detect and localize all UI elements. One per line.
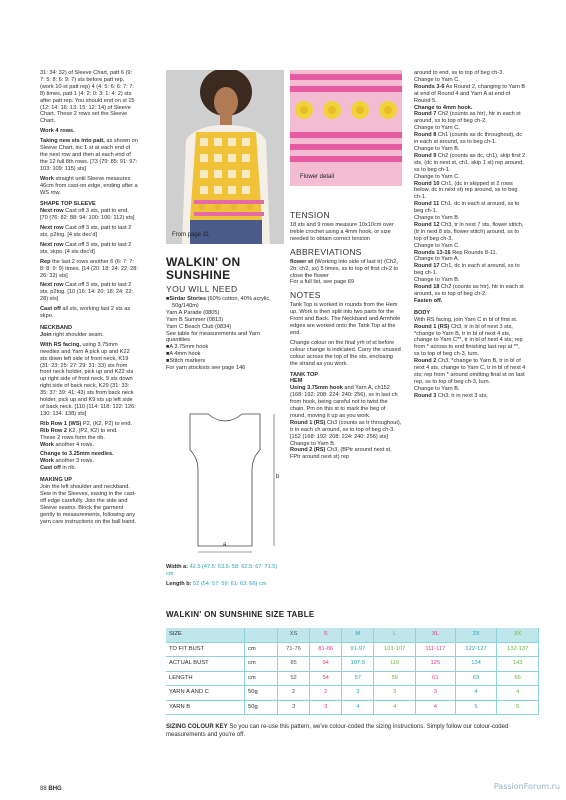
- size-table-header: [166, 628, 539, 642]
- pattern-title-line-2: SUNSHINE: [166, 268, 231, 282]
- tension-heading: TENSION: [290, 210, 330, 220]
- size-table-cell: 125: [416, 657, 456, 672]
- size-table-cell: 4: [455, 686, 497, 701]
- b-5: Round 3 Ch3, tr in next 3 sts,: [414, 392, 488, 399]
- size-table-cell: 57: [342, 671, 374, 686]
- r-9: Round 9 Ch2 (counts as dc, ch1), skip first 2 sts, (dc in next st, ch1, skip 1 st) rep around, ss to beg ch-1.: [414, 152, 526, 173]
- rib-4: Work another 4 rows.: [40, 441, 95, 448]
- size-table-cell: 91-97: [342, 642, 374, 657]
- neckband-heading: NECKBAND: [40, 325, 73, 331]
- size-table-cell: 3: [278, 700, 310, 715]
- change-3: Cast off in rib.: [40, 465, 77, 472]
- size-table-cell: 5: [497, 700, 539, 715]
- measurements: [166, 564, 284, 588]
- r-11: Round 10 Ch1, (dc in skipped st 2 rows below, dc in next st) rep around, ss to beg ch-1.: [414, 180, 518, 201]
- you-will-need-heading: YOU WILL NEED: [166, 284, 238, 294]
- watermark: PassionForum.ru: [493, 782, 560, 791]
- r-15: Change to Yarn C.: [414, 242, 460, 249]
- shape-row-5: Next row Cast off 3 sts, patt to last 2 sts, p2tog. [10 (16: 14: 20: 18: 24: 22: 28) sts]: [40, 282, 133, 303]
- making-up-heading: MAKING UP: [40, 477, 73, 484]
- sizing-colour-key: SIZING COLOUR KEY So you can re-use this pattern, we've colour-coded the sizing instructions. Simply follow our colour-coded measurements and you're off.: [166, 724, 509, 738]
- middle-column: [290, 206, 402, 464]
- model-photo: [166, 70, 284, 244]
- size-table-cell: 4: [416, 700, 456, 715]
- shape-row-4: Rep the last 2 rows another 6 (6: 7: 7: 8: 8: 9: 9) times. [14 (20: 18: 24: 22: 28: 26: 32) sts]: [40, 258, 138, 279]
- rib-2: Rib Row 2 K2, (P2, K2) to end.: [40, 427, 118, 434]
- size-table-row: [166, 642, 539, 657]
- size-table-cell: 94: [310, 657, 342, 672]
- size-table-cell: 50g: [245, 700, 278, 715]
- length-measure: Length b: 52 (54: 57: 59: 61: 63: 66) cm: [166, 580, 267, 587]
- yarn-b: Yarn B Summer (0813): [166, 316, 224, 323]
- size-table-cell: 3: [416, 686, 456, 701]
- rib-1: Rib Row 1 (WS) P2, (K2, P2) to end.: [40, 420, 133, 427]
- size-table-cell: 3: [342, 686, 374, 701]
- left-para-3: Taking new sts into patt, as shown on Sleeve Chart, inc 1 st at each end of the next row and then at each end of the 12 full 8th rows. [73 (79: 85: 91: 97: 103: 109: 115) sts]: [40, 138, 138, 172]
- left-column: [40, 70, 138, 528]
- change-1: Change to 3.25mm needles.: [40, 451, 114, 458]
- size-table-cell: 5: [455, 700, 497, 715]
- body-heading: BODY: [414, 309, 431, 316]
- size-table-cell: cm: [245, 657, 278, 672]
- size-table-title: WALKIN' ON SUNSHINE SIZE TABLE: [166, 610, 315, 619]
- r-2: Change to Yarn C.: [414, 76, 460, 83]
- size-table-cell: 54: [310, 671, 342, 686]
- size-table-row: [166, 671, 539, 686]
- size-table-cell: 4: [374, 700, 416, 715]
- b-1: With RS facing, join Yarn C in bl of first st.: [414, 316, 518, 323]
- size-table-cell: 3: [374, 686, 416, 701]
- size-table-row: [166, 657, 539, 672]
- size-table-cell: 3: [310, 700, 342, 715]
- size-table-cell: 116: [374, 657, 416, 672]
- size-table-cell: 132-137: [497, 642, 539, 657]
- hook-1: ■A 3.75mm hook: [166, 344, 209, 351]
- size-table-row: [166, 700, 539, 715]
- abbreviations-ref: For a full list, see page 69: [290, 279, 355, 286]
- diagram-label-a: a: [223, 542, 227, 548]
- size-table-cell: 111-117: [416, 642, 456, 657]
- size-table-header-cell: 3X: [497, 628, 539, 642]
- size-table-cell: cm: [245, 671, 278, 686]
- neck-1: Join right shoulder seam.: [40, 331, 104, 338]
- size-table-cell: TO FIT BUST: [166, 642, 245, 657]
- size-table-cell: 4: [342, 700, 374, 715]
- shape-row-6: Cast off all sts, working last 2 sts as skpo.: [40, 306, 131, 320]
- notes-text-1: Tank Top is worked in rounds from the Hem up. Work is then split into two parts for the Front and Back. The Neckband and Armhole edges are worked onto the Tank Top at the end.: [290, 302, 401, 336]
- size-table-cell: 107.5: [342, 657, 374, 672]
- size-table-cell: 81-86: [310, 642, 342, 657]
- size-table-cell: 143: [497, 657, 539, 672]
- model-illustration: [166, 70, 284, 244]
- size-table-cell: LENGTH: [166, 671, 245, 686]
- hem-heading: HEM: [290, 378, 303, 385]
- left-para-1: 31: 34: 32) of Sleeve Chart, patt 6 (9: 7: 5: 8: 6: 9: 7) sts before patt rep, (work 10-st patt rep) 4 (4: 5: 6: 6: 7: 7: 8) times, patt 1 (4: 2: 0: 3: 1: 4: 2) sts after patt rep. You should end on st 15 (12: 14: 16: 13: 15: 12: 14) of Sleeve Chart. These 2 rows set the Sleeve Chart.: [40, 70, 135, 125]
- photo-caption: From page 31: [172, 232, 210, 238]
- r-20: Round 18 Ch2 (counts as htr), htr in each st around, ss to top of beg ch-2.: [414, 284, 524, 297]
- r-3: Rounds 3-6 As Round 2, changing to Yarn B at end of Round 4 and Yarn A at end of Round 5.: [414, 83, 526, 104]
- size-table-header-cell: M: [342, 628, 374, 642]
- size-table-header-cell: SIZE: [166, 628, 245, 642]
- size-table-cell: YARN A AND C: [166, 686, 245, 701]
- shape-top-sleeve-heading: SHAPE TOP SLEEVE: [40, 201, 96, 208]
- size-table-cell: 134: [455, 657, 497, 672]
- size-table-cell: 2: [278, 686, 310, 701]
- round-1-change: Change to Yarn B.: [290, 440, 336, 447]
- flower-caption: Flower detail: [300, 174, 335, 180]
- size-table-cell: 50g: [245, 686, 278, 701]
- size-table-header-cell: S: [310, 628, 342, 642]
- notes-heading: NOTES: [290, 290, 321, 301]
- tension-text: 18 sts and 9 rows measure 10x10cm over treble crochet using a 4mm hook, or size needed to obtain correct tension: [290, 222, 394, 242]
- pattern-title-line-1: WALKIN' ON: [166, 255, 241, 269]
- size-table-cell: 4: [497, 686, 539, 701]
- change-2: Work another 3 rows.: [40, 458, 95, 465]
- hook-2: ■A 4mm hook: [166, 351, 201, 358]
- yarn-note: See table for measurements and Yarn quantities: [166, 330, 261, 344]
- abbreviations-text: flower st (Working into side of last tr) (Ch2, 2tr, ch2, ss) 5 times, ss to top of first ch-2 to close the flower: [290, 258, 399, 279]
- size-table-cell: YARN B: [166, 700, 245, 715]
- r-13: Change to Yarn B.: [414, 215, 460, 222]
- yarn-a: Yarn A Parade (0805): [166, 309, 220, 316]
- right-column: [414, 70, 526, 400]
- r-10: Change to Yarn C.: [414, 173, 460, 180]
- garment-schematic: [166, 410, 284, 560]
- stockists: For yarn stockists see page 146: [166, 365, 246, 372]
- r-7: Round 8 Ch1 (counts as dc throughout), dc in each st around, ss to beg ch-1.: [414, 132, 523, 146]
- r-1: around to end, ss to top of beg ch-3.: [414, 70, 504, 76]
- r-19: Change to Yarn B.: [414, 277, 460, 284]
- flower-illustration: [290, 70, 402, 186]
- flower-detail-photo: [290, 70, 402, 186]
- b-4: Change to Yarn B.: [414, 385, 460, 392]
- hem-text: Using 3.75mm hook and Yarn A, ch152 (168: 192: 208: 224: 240: 256), ss in last ch from hook, being careful not to twist the chain. Pm on this st to mark the beg of round, moving it up as you work.: [290, 385, 398, 419]
- rib-3: These 2 rows form the rib.: [40, 434, 105, 441]
- r-5: Round 7 Ch2 (counts as htr), htr in each st around, ss to top of beg ch-2.: [414, 111, 521, 125]
- size-table-cell: 71-76: [278, 642, 310, 657]
- r-18: Round 17 Ch1, dc in each st around, ss to beg ch-1.: [414, 263, 520, 277]
- r-21: Fasten off.: [414, 297, 443, 304]
- tank-top-heading: TANK TOP: [290, 371, 319, 378]
- shape-row-3: Next row Cast off 3 sts, patt to last 2 sts, skpo. [4 sts dec'd]: [40, 241, 132, 255]
- size-table-cell: 122-127: [455, 642, 497, 657]
- size-table-cell: 66: [497, 671, 539, 686]
- page-number: 88 BHG: [40, 786, 62, 792]
- notes-text-2: Change colour on the final yrh of st before colour change is indicated. Carry the unused colour across the top of the sts, enclosing the strand as you work.: [290, 339, 401, 367]
- size-table-cell: 85: [278, 657, 310, 672]
- size-table-cell: 59: [374, 671, 416, 686]
- r-12: Round 11 Ch1, dc in each st around, ss to beg ch-1.: [414, 201, 520, 215]
- size-table-header-cell: L: [374, 628, 416, 642]
- size-table-cell: 2: [310, 686, 342, 701]
- diagram-label-b: b: [276, 474, 280, 480]
- markers: ■Stitch markers: [166, 358, 206, 365]
- shape-row-1: Next row Cast off 3 sts, patt to end. [70 (76: 82: 88: 94: 100: 106: 112) sts]: [40, 208, 135, 222]
- shape-row-2: Next row Cast off 3 sts, patt to last 2 sts, p2tog. [4 sts dec'd]: [40, 225, 132, 239]
- width-measure: Width a: 42.5 (47.5: 53.5: 58: 62.5: 67: 71.5) cm: [166, 564, 278, 577]
- left-para-2: Work 4 rows.: [40, 128, 75, 135]
- size-table-cell: 63: [455, 671, 497, 686]
- r-6: Change to Yarn C.: [414, 125, 460, 132]
- size-table: [166, 628, 539, 715]
- round-2: Round 2 (RS) Ch3, (BPtr around next st, FPtr around next st) rep: [290, 447, 392, 461]
- size-table-header-cell: XL: [416, 628, 456, 642]
- r-14: Round 12 Ch3, tr in next 7 sts, flower stitch, (tr in next 8 sts, flower stitch) around, ss to top of beg ch-3.: [414, 221, 524, 242]
- pattern-info-column: [166, 256, 284, 372]
- need-yarn: ■Sirdar Stories (60% cotton, 40% acrylic, 50g/140m): [166, 296, 271, 309]
- r-8: Change to Yarn B.: [414, 145, 460, 152]
- size-table-cell: ACTUAL BUST: [166, 657, 245, 672]
- size-table-cell: cm: [245, 642, 278, 657]
- r-16: Rounds 13-16 Rep Rounds 8-11.: [414, 249, 498, 256]
- abbreviations-heading: ABBREVIATIONS: [290, 246, 362, 257]
- size-table-row: [166, 686, 539, 701]
- size-table-header-cell: 2X: [455, 628, 497, 642]
- yarn-c: Yarn C Beach Club (0834): [166, 323, 232, 330]
- size-table-cell: 61: [416, 671, 456, 686]
- size-table-header-cell: [245, 628, 278, 642]
- b-3: Round 2 Ch3, *change to Yarn B, tr in bl of next 4 sts, change to Yarn C, tr in bl of next 4 sts; rep from * around omitting final st on last rep, ss to top of beg ch-3, turn.: [414, 358, 526, 385]
- size-table-header-cell: XS: [278, 628, 310, 642]
- r-17: Change to Yarn A.: [414, 256, 460, 263]
- neck-2: With RS facing, using 3.75mm needles and Yarn A pick up and K22 sts down left side of front neck, K19 (31: 23: 25: 27: 29: 31: 33) sts from front neck holder, pick up and K22 sts up right side of front neck, 9 sts down right side of back neck, K29 (31: 33: 35: 37: 39: 41: 43) sts from back neck holder, pick up and K9 sts up left side of back neck. [110 (114: 118: 122: 126: 130: 134: 138) sts]: [40, 341, 136, 417]
- size-table-cell: 101-107: [374, 642, 416, 657]
- b-2: Round 1 (RS) Ch3, tr in bl of next 3 sts, *change to Yarn B, tr in bl of next 4 sts, change to Yarn C**, tr in bl of next 4 sts; rep from * across to end finishing last rep at **, ss to top of beg ch-3, turn.: [414, 323, 523, 358]
- size-table-cell: 52: [278, 671, 310, 686]
- making-up-text: Join the left shoulder and neckband. Sew in the Sleeves, easing in the cast-off edge carefully. Join the side and Sleeve seams. Block the garment gently to measurements, following any yarn care instructions on the ball band.: [40, 484, 137, 525]
- r-4: Change to 4mm hook.: [414, 104, 473, 111]
- left-para-4: Work straight until Sleeve measures 46cm from cast-on edge, ending after a WS row.: [40, 175, 138, 196]
- round-1: Round 1 (RS) Ch3 (counts as tr throughout), tr in each ch around, ss to top of beg ch-3. [152 (168: 192: 208: 224: 240: 256) sts]: [290, 419, 402, 440]
